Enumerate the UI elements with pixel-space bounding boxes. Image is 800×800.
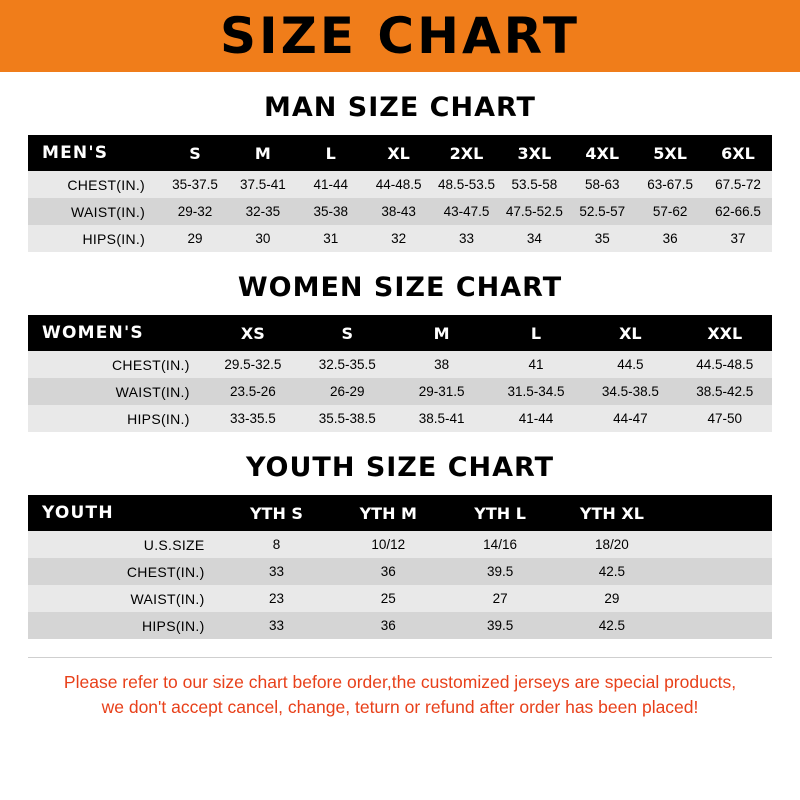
table-header-row — [28, 495, 772, 531]
table-cell: 14/16 — [444, 531, 556, 558]
table-row — [28, 405, 772, 432]
table-cell: 63-67.5 — [636, 171, 704, 198]
table-cell: 38-43 — [365, 198, 433, 225]
row-label: HIPS(IN.) — [28, 225, 161, 252]
table-cell: 29 — [161, 225, 229, 252]
table-cell: 34 — [500, 225, 568, 252]
table-cell: 26-29 — [300, 378, 394, 405]
section-youth — [28, 452, 772, 639]
table-row — [28, 198, 772, 225]
table-cell: 39.5 — [444, 558, 556, 585]
header-cell-spacer — [668, 495, 772, 531]
header-cell: XXL — [678, 315, 772, 351]
table-row — [28, 558, 772, 585]
header-cell: MEN'S — [28, 135, 161, 171]
table-cell: 18/20 — [556, 531, 668, 558]
table-cell: 10/12 — [332, 531, 444, 558]
table-cell: 43-47.5 — [433, 198, 501, 225]
table-cell: 41 — [489, 351, 583, 378]
row-label: CHEST(IN.) — [28, 351, 206, 378]
table-cell: 32-35 — [229, 198, 297, 225]
table-cell: 35-37.5 — [161, 171, 229, 198]
chart-content — [0, 92, 800, 721]
header-cell: YTH S — [221, 495, 333, 531]
table-cell: 31.5-34.5 — [489, 378, 583, 405]
row-label: CHEST(IN.) — [28, 171, 161, 198]
table-row — [28, 225, 772, 252]
header-cell: 3XL — [500, 135, 568, 171]
header-cell: XS — [206, 315, 300, 351]
table-cell: 58-63 — [568, 171, 636, 198]
table-cell: 44.5 — [583, 351, 677, 378]
row-label: HIPS(IN.) — [28, 405, 206, 432]
header-cell: L — [489, 315, 583, 351]
row-label: WAIST(IN.) — [28, 378, 206, 405]
table-cell: 29 — [556, 585, 668, 612]
table-cell: 8 — [221, 531, 333, 558]
table-cell: 41-44 — [297, 171, 365, 198]
table-women — [28, 315, 772, 432]
table-cell: 34.5-38.5 — [583, 378, 677, 405]
table-row — [28, 612, 772, 639]
header-cell: YTH M — [332, 495, 444, 531]
table-man — [28, 135, 772, 252]
table-cell: 36 — [332, 558, 444, 585]
table-cell-spacer — [668, 612, 772, 639]
row-label: WAIST(IN.) — [28, 585, 221, 612]
section-title-youth: YOUTH SIZE CHART — [245, 452, 555, 483]
header-cell: YOUTH — [28, 495, 221, 531]
table-row — [28, 171, 772, 198]
row-label: CHEST(IN.) — [28, 558, 221, 585]
table-row — [28, 585, 772, 612]
table-row — [28, 531, 772, 558]
table-cell: 35.5-38.5 — [300, 405, 394, 432]
table-cell: 48.5-53.5 — [433, 171, 501, 198]
section-title-man: MAN SIZE CHART — [264, 92, 536, 123]
table-cell: 37.5-41 — [229, 171, 297, 198]
table-cell-spacer — [668, 531, 772, 558]
table-cell: 33 — [433, 225, 501, 252]
header-cell: L — [297, 135, 365, 171]
table-cell: 35-38 — [297, 198, 365, 225]
table-cell: 44-48.5 — [365, 171, 433, 198]
table-cell: 32.5-35.5 — [300, 351, 394, 378]
table-cell: 27 — [444, 585, 556, 612]
row-label: WAIST(IN.) — [28, 198, 161, 225]
table-cell: 57-62 — [636, 198, 704, 225]
table-cell: 39.5 — [444, 612, 556, 639]
header-cell: XL — [365, 135, 433, 171]
header-cell: M — [394, 315, 488, 351]
footer-note — [28, 657, 772, 721]
table-cell: 41-44 — [489, 405, 583, 432]
table-cell: 47-50 — [678, 405, 772, 432]
row-label: HIPS(IN.) — [28, 612, 221, 639]
table-cell: 35 — [568, 225, 636, 252]
table-cell: 53.5-58 — [500, 171, 568, 198]
table-cell: 62-66.5 — [704, 198, 772, 225]
table-cell: 23.5-26 — [206, 378, 300, 405]
table-cell: 44.5-48.5 — [678, 351, 772, 378]
table-cell: 36 — [636, 225, 704, 252]
table-cell-spacer — [668, 558, 772, 585]
table-cell: 29-31.5 — [394, 378, 488, 405]
table-header-row — [28, 135, 772, 171]
header-cell: XL — [583, 315, 677, 351]
footer-line-2: we don't accept cancel, change, teturn or refund after order has been placed! — [101, 697, 699, 718]
row-label: U.S.SIZE — [28, 531, 221, 558]
table-cell: 23 — [221, 585, 333, 612]
page-title: SIZE CHART — [219, 7, 581, 65]
table-cell: 38 — [394, 351, 488, 378]
table-cell: 42.5 — [556, 612, 668, 639]
header-cell: M — [229, 135, 297, 171]
table-header-row — [28, 315, 772, 351]
header-cell: 2XL — [433, 135, 501, 171]
table-cell: 25 — [332, 585, 444, 612]
table-cell: 33-35.5 — [206, 405, 300, 432]
table-cell: 52.5-57 — [568, 198, 636, 225]
header-cell: YTH L — [444, 495, 556, 531]
section-title-women: WOMEN SIZE CHART — [237, 272, 563, 303]
table-cell: 44-47 — [583, 405, 677, 432]
table-cell: 29.5-32.5 — [206, 351, 300, 378]
table-row — [28, 378, 772, 405]
table-youth — [28, 495, 772, 639]
header-cell: S — [300, 315, 394, 351]
footer-line-1: Please refer to our size chart before order,the customized jerseys are special products, — [63, 672, 737, 692]
section-women — [28, 272, 772, 432]
table-cell: 29-32 — [161, 198, 229, 225]
header-cell: 5XL — [636, 135, 704, 171]
header-cell: YTH XL — [556, 495, 668, 531]
table-cell: 67.5-72 — [704, 171, 772, 198]
table-cell: 33 — [221, 612, 333, 639]
section-man — [28, 92, 772, 252]
table-cell: 30 — [229, 225, 297, 252]
table-cell: 36 — [332, 612, 444, 639]
table-cell: 37 — [704, 225, 772, 252]
table-cell: 38.5-42.5 — [678, 378, 772, 405]
table-cell: 32 — [365, 225, 433, 252]
table-cell: 38.5-41 — [394, 405, 488, 432]
header-cell: 4XL — [568, 135, 636, 171]
table-cell: 47.5-52.5 — [500, 198, 568, 225]
table-cell: 42.5 — [556, 558, 668, 585]
header-cell: 6XL — [704, 135, 772, 171]
page-banner — [0, 0, 800, 72]
table-row — [28, 351, 772, 378]
table-cell: 31 — [297, 225, 365, 252]
header-cell: S — [161, 135, 229, 171]
table-cell: 33 — [221, 558, 333, 585]
header-cell: WOMEN'S — [28, 315, 206, 351]
table-cell-spacer — [668, 585, 772, 612]
